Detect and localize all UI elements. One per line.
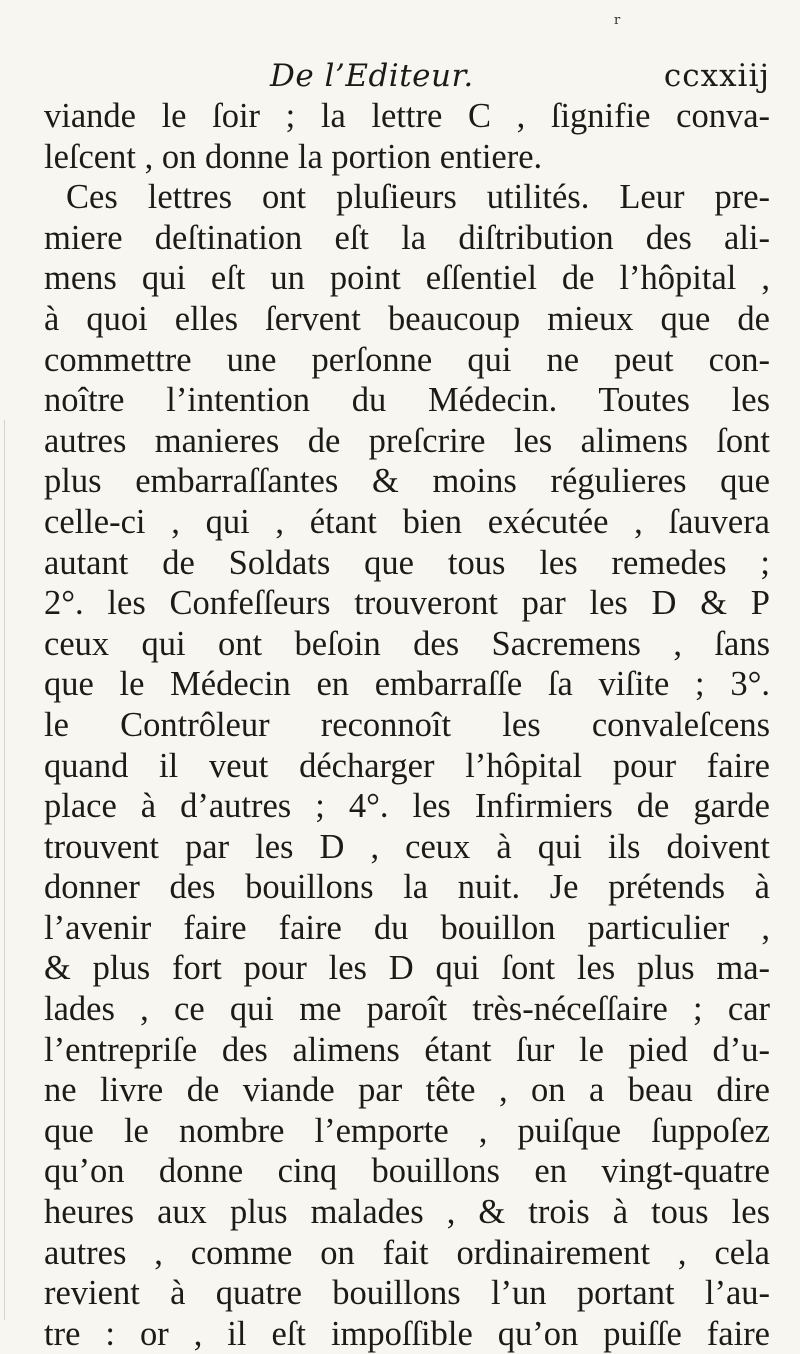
text-line: celle-ci , qui , étant bien exécutée , ſauvera	[44, 502, 770, 541]
text-line: que le Médecin en embarraſſe ſa viſite ; 3°.	[44, 665, 770, 704]
text-line: ceux qui ont beſoin des Sacremens , ſans	[44, 624, 770, 663]
text-line: Ces lettres ont pluſieurs utilités. Leur pre-	[66, 178, 770, 217]
text-line: lades , ce qui me paroît très-néceſſaire ; car	[44, 990, 770, 1029]
text-line: à quoi elles ſervent beaucoup mieux que de	[44, 299, 770, 338]
text-line: le Contrôleur reconnoît les convaleſcens	[44, 705, 770, 744]
page-number: ccxxiij	[663, 58, 770, 94]
page-edge-line	[4, 420, 5, 1320]
text-line: miere deſtination eſt la diſtribution des ali-	[44, 218, 770, 257]
text-line: l’avenir faire faire du bouillon particulier ,	[44, 908, 770, 947]
text-line: quand il veut décharger l’hôpital pour faire	[44, 746, 770, 785]
text-line: 2°. les Confeſſeurs trouveront par les D & P	[44, 584, 770, 623]
text-line: autant de Soldats que tous les remedes ;	[44, 543, 770, 582]
text-line: leſcent , on donne la portion entiere.	[44, 137, 543, 176]
text-line: tre : or , il eſt impoſſible qu’on puiſſe faire	[44, 1314, 770, 1353]
text-line: & plus fort pour les D qui ſont les plus ma-	[44, 949, 770, 988]
signature-mark: r	[614, 13, 621, 28]
text-line: mens qui eſt un point eſſentiel de l’hôpital ,	[44, 259, 770, 298]
text-line: l’entrepriſe des alimens étant ſur le pied d’u-	[44, 1030, 770, 1069]
text-line: ne livre de viande par tête , on a beau dire	[44, 1071, 770, 1110]
text-line: plus embarraſſantes & moins régulieres que	[44, 462, 770, 501]
text-line: revient à quatre bouillons l’un portant l’au-	[44, 1274, 770, 1313]
text-line: que le nombre l’emporte , puiſque ſuppoſez	[44, 1111, 770, 1150]
running-head-title: De l’Editeur.	[270, 58, 474, 94]
text-line: qu’on donne cinq bouillons en vingt-quatre	[44, 1152, 770, 1191]
running-head	[270, 56, 770, 96]
body-text	[44, 96, 770, 1354]
text-line: autres , comme on fait ordinairement , cela	[44, 1233, 770, 1272]
text-line: noître l’intention du Médecin. Toutes les	[44, 381, 770, 420]
text-line: heures aux plus malades , & trois à tous les	[44, 1193, 770, 1232]
text-line: donner des bouillons la nuit. Je prétends à	[44, 868, 770, 907]
text-line: place à d’autres ; 4°. les Infirmiers de garde	[44, 787, 770, 826]
text-line: trouvent par les D , ceux à qui ils doivent	[44, 827, 770, 866]
text-line: viande le ſoir ; la lettre C , ſignifie conva-	[44, 97, 770, 135]
text-line: autres manieres de preſcrire les alimens ſont	[44, 421, 770, 460]
text-line: commettre une perſonne qui ne peut con-	[44, 340, 770, 379]
